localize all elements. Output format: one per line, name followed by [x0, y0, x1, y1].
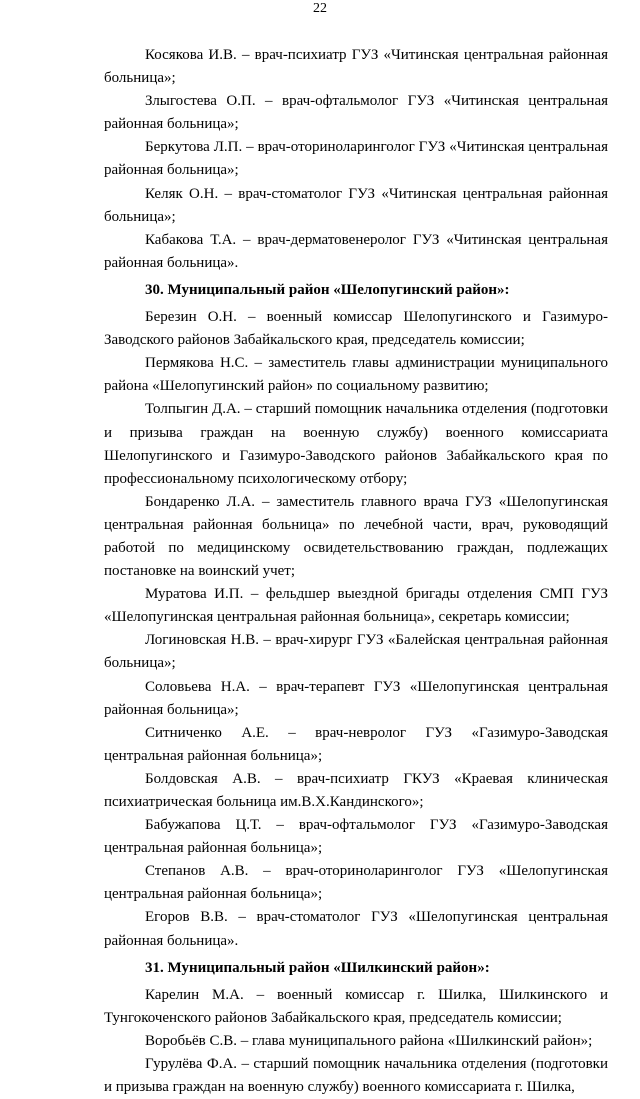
- member-entry: Муратова И.П. – фельдшер выездной бригады отделения СМП ГУЗ «Шелопугинская центральная районная больница», секретарь комиссии;: [104, 586, 608, 626]
- member-entry: Келяк О.Н. – врач-стоматолог ГУЗ «Читинская центральная районная больница»;: [104, 185, 608, 225]
- member-entry: Карелин М.А. – военный комиссар г. Шилка, Шилкинского и Тунгокоченского районов Забайкальского края, председатель комиссии;: [104, 986, 608, 1026]
- member-entry: Беркутова Л.П. – врач-оториноларинголог ГУЗ «Читинская центральная районная больница»;: [104, 139, 608, 179]
- section-heading: 30. Муниципальный район «Шелопугинский район»:: [145, 281, 510, 298]
- section-heading: 31. Муниципальный район «Шилкинский район»:: [145, 959, 490, 976]
- member-entry: Березин О.Н. – военный комиссар Шелопугинского и Газимуро-Заводского районов Забайкальского края, председатель комиссии;: [104, 309, 608, 349]
- member-entry: Гурулёва Ф.А. – старший помощник начальника отделения (подготовки и призыва граждан на военную службу) военного комиссариата г. Шилка,: [104, 1056, 608, 1096]
- member-entry: Злыгостева О.П. – врач-офтальмолог ГУЗ «Читинская центральная районная больница»;: [104, 93, 608, 133]
- member-entry: Логиновская Н.В. – врач-хирург ГУЗ «Балейская центральная районная больница»;: [104, 632, 608, 672]
- document-body: [104, 44, 608, 1099]
- member-entry: Толпыгин Д.А. – старший помощник начальника отделения (подготовки и призыва граждан на военную службу) военного комиссариата Шелопугинского и Газимуро-Заводского районов Забайкальского края по профессиональному психологическому отбору;: [104, 401, 608, 487]
- member-entry: Бондаренко Л.А. – заместитель главного врача ГУЗ «Шелопугинская центральная районная больница» по лечебной части, врач, руководящий работой по медицинскому освидетельствованию граждан, подлежащих постановке на воинский учет;: [104, 493, 608, 580]
- member-entry: Бабужапова Ц.Т. – врач-офтальмолог ГУЗ «Газимуро-Заводская центральная районная больница»;: [104, 817, 608, 857]
- member-entry: Егоров В.В. – врач-стоматолог ГУЗ «Шелопугинская центральная районная больница».: [104, 909, 608, 949]
- member-entry: Кабакова Т.А. – врач-дерматовенеролог ГУЗ «Читинская центральная районная больница».: [104, 231, 608, 271]
- member-entry: Соловьева Н.А. – врач-терапевт ГУЗ «Шелопугинская центральная районная больница»;: [104, 678, 608, 718]
- member-entry: Косякова И.В. – врач-психиатр ГУЗ «Читинская центральная районная больница»;: [104, 47, 608, 87]
- member-entry: Пермякова Н.С. – заместитель главы администрации муниципального района «Шелопугинский район» по социальному развитию;: [104, 355, 608, 395]
- member-entry: Ситниченко А.Е. – врач-невролог ГУЗ «Газимуро-Заводская центральная районная больница»;: [104, 724, 608, 764]
- member-entry: Степанов А.В. – врач-оториноларинголог ГУЗ «Шелопугинская центральная районная больница»;: [104, 863, 608, 903]
- member-entry: Болдовская А.В. – врач-психиатр ГКУЗ «Краевая клиническая психиатрическая больница им.В.Х.Кандинского»;: [104, 770, 608, 810]
- member-entry: Воробьёв С.В. – глава муниципального района «Шилкинский район»;: [145, 1032, 593, 1049]
- page-number: 22: [313, 1, 327, 16]
